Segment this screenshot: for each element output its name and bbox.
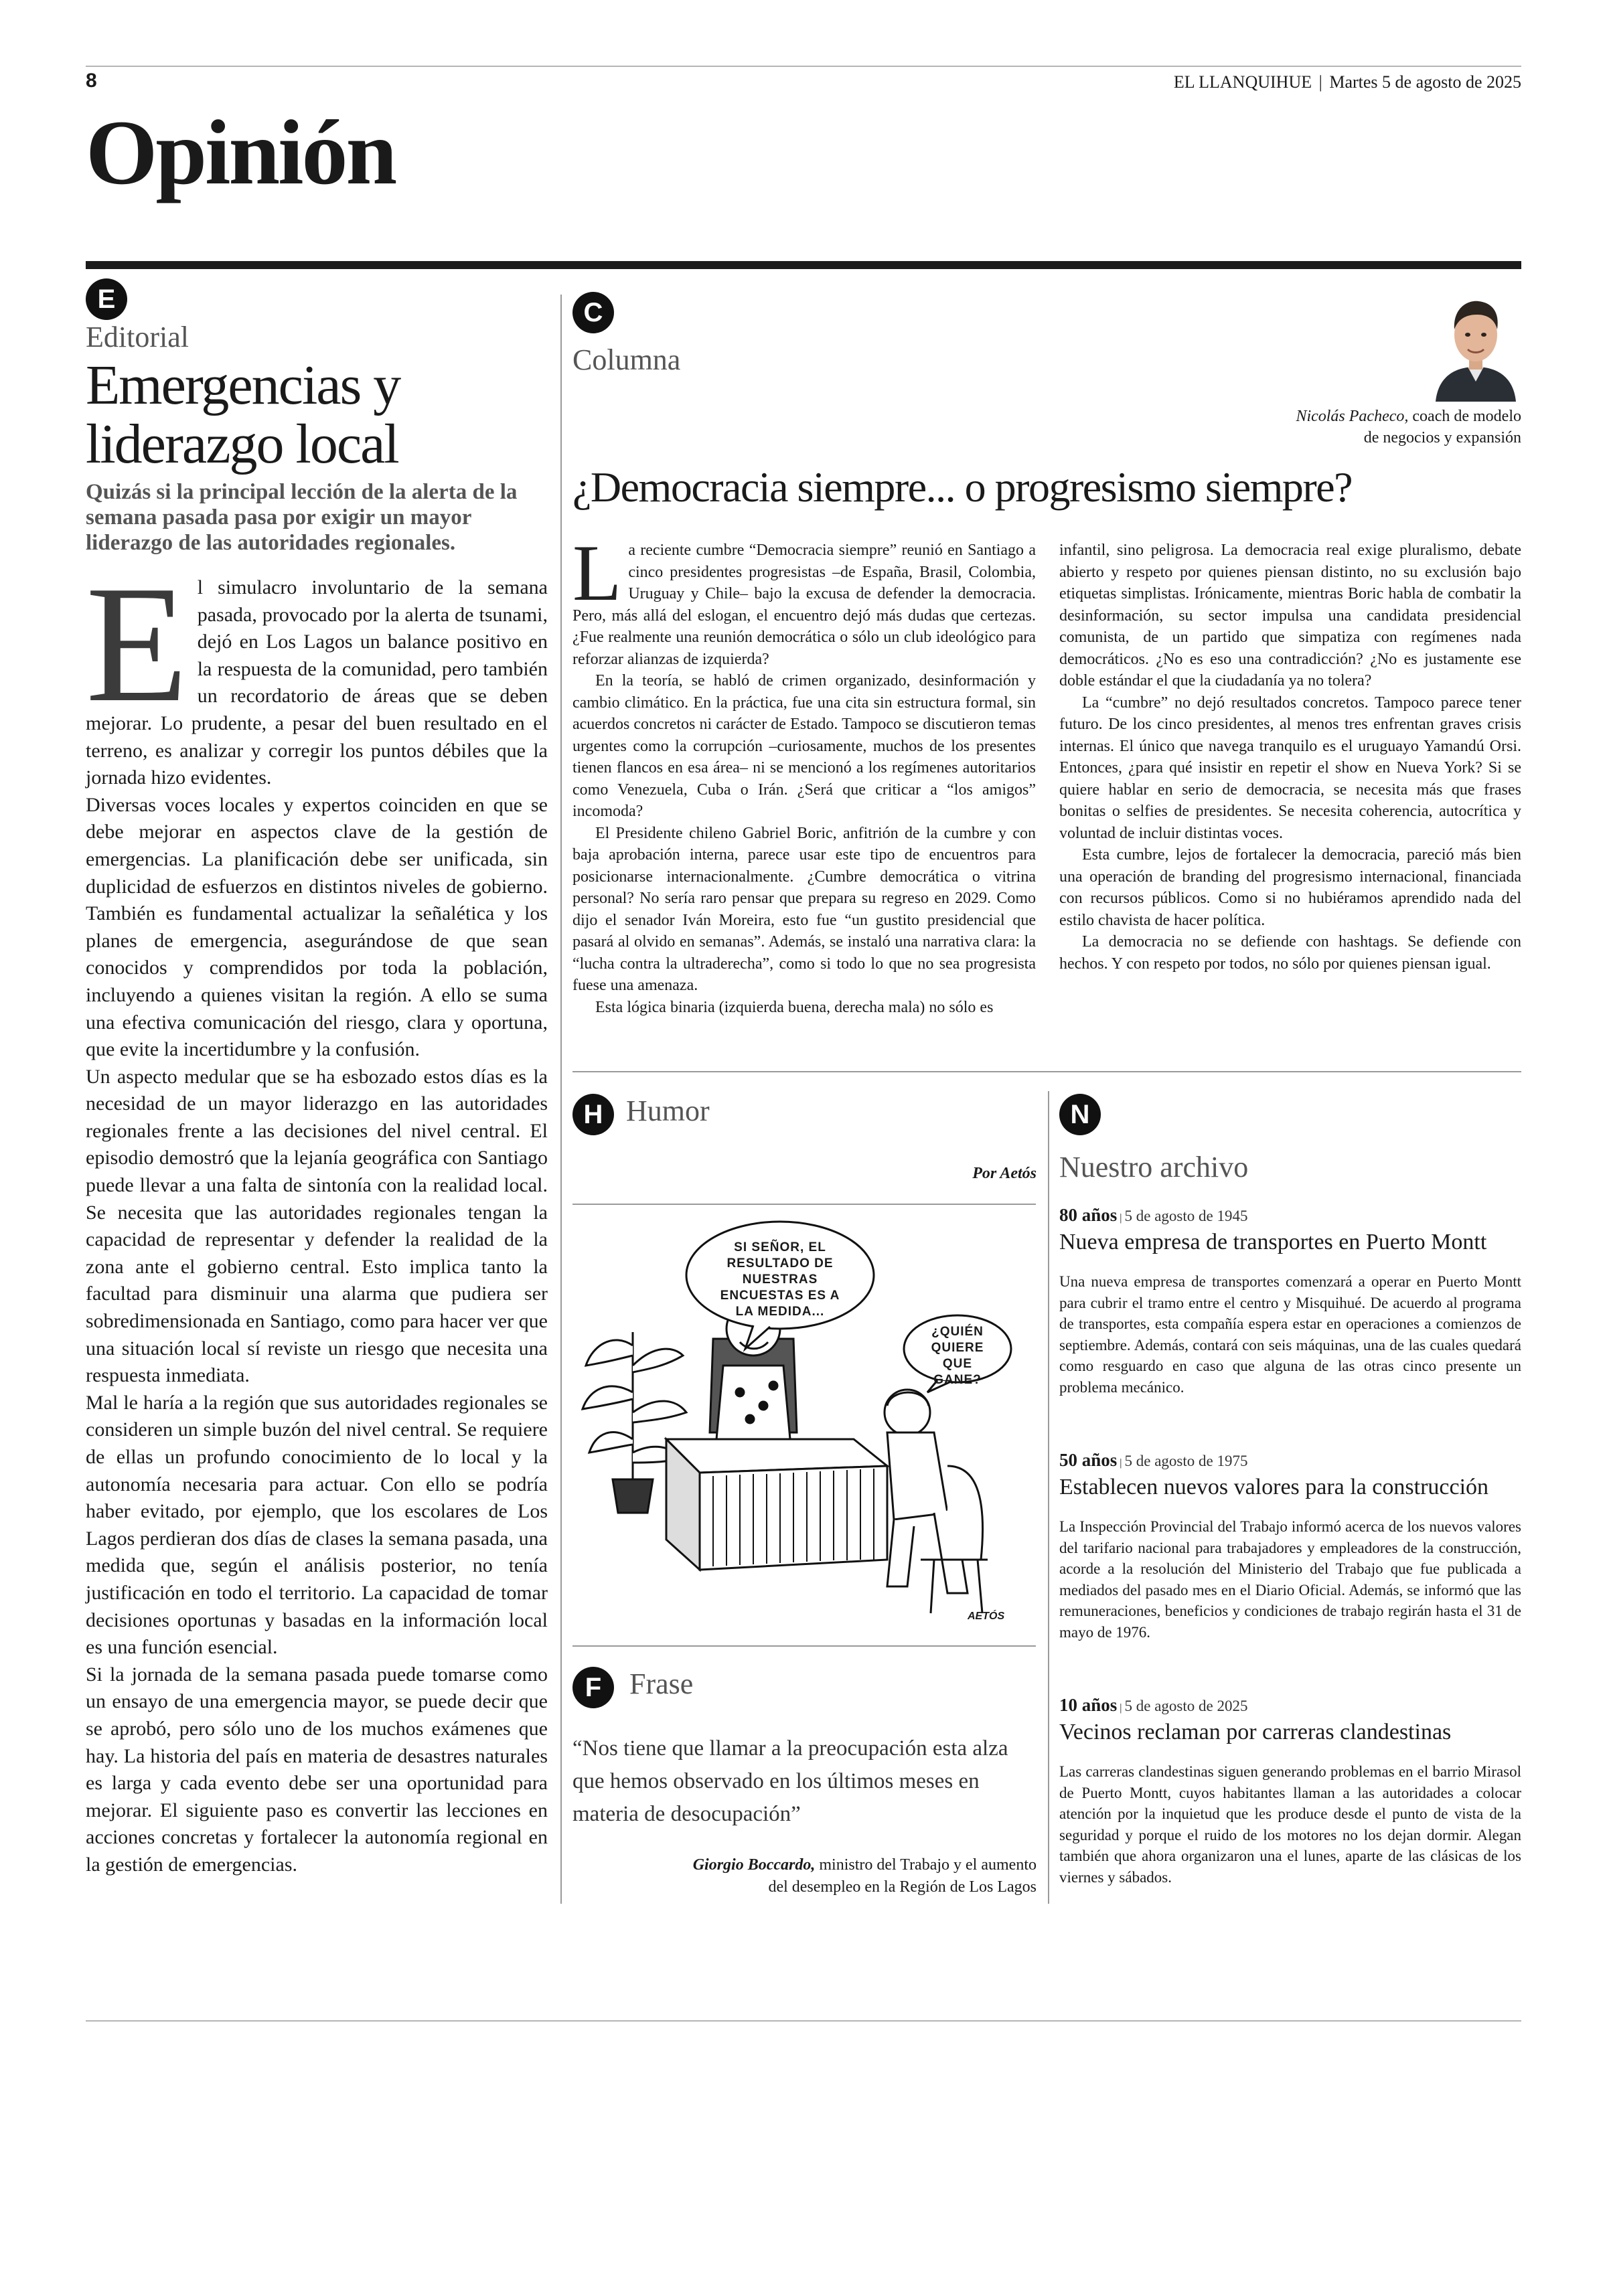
frase-label: Frase <box>629 1667 694 1700</box>
section-rule <box>86 261 1521 269</box>
archive-date: 5 de agosto de 2025 <box>1124 1698 1248 1714</box>
frase-badge: F <box>572 1667 614 1708</box>
separator: | <box>1120 1212 1122 1224</box>
editorial-paragraph: Si la jornada de la semana pasada puede tomarse como un ensayo de una emergencia mayor, se puede decir que se aprobó, pero sólo uno de los muchos exámenes que hay. La historia del país en materia de desastres naturales es larga y cada evento debe ser una oportunidad para mejorar. El siguiente paso es convertir las lecciones en acciones concretas y fortalecer la autonomía regional en la gestión de emergencias. <box>86 1663 548 1876</box>
humor-bottom-rule <box>572 1645 1036 1647</box>
column-paragraph: En la teoría, se habló de crimen organizado, desinformación y cambio climático. En la práctica, fue una cita sin estructura formal, sin acuerdos concretos ni carácter de Estado. Tampoco se discutieron temas urgentes como la corrupción –curiosamente, muchos de los presentes tienen flancos en esa área– ni se mencionó a los regímenes autoritarios como Venezuela, Cuba o Irán. ¿Será que criticar a “los amigos” incomoda? <box>572 672 1036 820</box>
author-role: coach de modelo <box>1412 408 1521 425</box>
humor-label: Humor <box>626 1094 710 1127</box>
issue-date: Martes 5 de agosto de 2025 <box>1329 72 1521 92</box>
section-title: Opinión <box>86 101 396 203</box>
frase-author-name: Giorgio Boccardo, <box>692 1856 816 1874</box>
author-name: Nicolás Pacheco, <box>1296 408 1409 425</box>
column-label: Columna <box>572 343 681 376</box>
editorial-label: Editorial <box>86 321 189 353</box>
editorial-paragraph: Mal le haría a la región que sus autoridades regionales se consideren un simple buzón del nivel central. Se requiere de ellas un profundo conocimiento de lo local y la autonomía necesaria para actuar. Con ello se podría haber evitado, por ejemplo, que los escolares de Los Lagos perdieran dos días de clases la semana pasada, una medida que, según el análisis posterior, no tenía justificación en todo el territorio. La capacidad de tomar decisiones oportunas y basadas en la información local es una función esencial. <box>86 1391 548 1659</box>
avatar <box>1430 288 1521 402</box>
column-badge: C <box>572 292 614 333</box>
column-dropcap: L <box>572 528 622 617</box>
archive-badge: N <box>1059 1094 1101 1135</box>
author-role: de negocios y expansión <box>1363 429 1521 446</box>
bottom-rule <box>86 2020 1521 2022</box>
editorial-paragraph: Un aspecto medular que se ha esbozado estos días es la necesidad de un mayor liderazgo en las autoridades regionales frente a las decisiones del nivel central. El episodio demostró que la lejanía geográfica con Santiago puede llevar a una falta de sintonía con la realidad local. Se necesita que las autoridades regionales tengan la capacidad de representar y defender la realidad de la zona ante el gobierno central. Esto implica tanto la facultad para disminuir una alarma que pudiera ser sobredimensionada en Santiago, como para hacer ver que una situación local sí reviste un riesgo que necesita una respuesta inmediata. <box>86 1065 548 1387</box>
separator: | <box>1318 72 1322 92</box>
archive-years: 80 años <box>1059 1205 1118 1225</box>
archive-title: Nueva empresa de transportes en Puerto Montt <box>1059 1230 1487 1254</box>
cartoon <box>572 1212 1036 1640</box>
column-paragraph: a reciente cumbre “Democracia siempre” reunió en Santiago a cinco presidentes progresistas –de España, Brasil, Colombia, Uruguay y Chile– bajo la excusa de defender la democracia. Pero, más allá del eslogan, el encuentro dejó más dudas que certezas. ¿Fue realmente una reunión democrática o sólo un club ideológico para reforzar alianzas de izquierda? <box>572 542 1036 668</box>
column-paragraph: La “cumbre” no dejó resultados concretos. Tampoco parece tener futuro. De los cinco presidentes, al menos tres enfrentan graves crisis internas. El único que navega tranquilo es el uruguayo Yamandú Orsi. Entonces, ¿para qué insistir en repetir el show en Nueva York? Si se quiere hablar en serio de democracia, se necesita más que frases bonitas o selfies de presidentes. Se necesita coherencia, autocrítica y voluntad de incluir distintas voces. <box>1059 693 1521 842</box>
column-paragraph: Esta lógica binaria (izquierda buena, derecha mala) no sólo es <box>595 998 994 1016</box>
archive-body: Las carreras clandestinas siguen generando problemas en el barrio Mirasol de Puerto Montt, cuyos habitantes llaman a las autoridades a colocar atención por la inquietud que les produce desde el punto de vista de la seguridad y porque el ruido de los motores no los dejan dormir. Alegan también que ahora organizaron una el lunes, aparte de las clásicas de los viernes y sábados. <box>1059 1763 1521 1886</box>
archive-years: 10 años <box>1059 1695 1118 1715</box>
desk-icon <box>666 1439 887 1570</box>
top-rule <box>86 66 1521 67</box>
column-author <box>1296 406 1521 448</box>
column-body-left <box>572 528 1036 1018</box>
column-paragraph: El Presidente chileno Gabriel Boric, anfitrión de la cumbre y con baja aprobación interna, parece usar este tipo de encuentros para posicionarse internacionalmente. ¿Cumbre democrática o vitrina personal? No sería raro pensar que prepara su regreso en 2029. Como dijo el senador Iván Moreira, esto fue “un gustito presidencial que pasará al olvido en semanas”. Además, se instaló una narrativa clara: la “lucha contra la ultraderecha”, como si todo lo que no sea progresista fuese una amenaza. <box>572 824 1036 994</box>
column-bottom-rule <box>572 1071 1521 1072</box>
archive-date: 5 de agosto de 1975 <box>1124 1453 1248 1469</box>
editorial-dropcap: E <box>86 552 188 737</box>
column-title: ¿Democracia siempre... o progresismo siempre? <box>572 463 1353 511</box>
archive-item <box>1059 1695 1521 1888</box>
editorial-body <box>86 552 548 1879</box>
column-body-right <box>1059 540 1521 975</box>
humor-byline: Por Aetós <box>972 1165 1037 1182</box>
column-paragraph: Esta cumbre, lejos de fortalecer la democracia, pareció más bien una operación de branding del progresismo internacional, financiada con recursos públicos. Como si no hubiéramos aprendido nada del estilo chavista de hacer política. <box>1059 846 1521 929</box>
humor-rule <box>572 1204 1036 1205</box>
masthead-info <box>1174 72 1521 92</box>
editorial-lead: Quizás si la principal lección de la alerta de la semana pasada pasa por exigir un mayor liderazgo de las autoridades regionales. <box>86 480 518 555</box>
column-divider <box>560 295 562 1904</box>
frase-quote: “Nos tiene que llamar a la preocupación esta alza que hemos observado en los últimos meses en materia de desocupación” <box>572 1736 1008 1826</box>
cartoon-signature: AETÓS <box>968 1611 1005 1622</box>
separator: | <box>1120 1457 1122 1469</box>
archive-item <box>1059 1205 1521 1398</box>
archive-title: Vecinos reclaman por carreras clandestinas <box>1059 1720 1452 1744</box>
humor-badge: H <box>572 1094 614 1135</box>
separator: | <box>1120 1702 1122 1714</box>
archive-item <box>1059 1450 1521 1643</box>
author-photo-icon <box>1430 288 1521 402</box>
archive-date: 5 de agosto de 1945 <box>1124 1208 1248 1224</box>
archive-body: La Inspección Provincial del Trabajo informó acerca de los nuevos valores del tarifario nacional para trabajadores y empleadores de la construcción, acorde a la resolución del Ministerio del Trabajo que fue publicada a mediados del pasado mes en el Diario Oficial. Además, se informó que las remuneraciones, beneficios y condiciones de trabajo regirán hasta el 31 de mayo de 1976. <box>1059 1518 1521 1641</box>
frase-author-role: ministro del Trabajo y el aumento <box>819 1856 1037 1874</box>
editorial-title: Emergencias y liderazgo local <box>86 354 400 475</box>
frase-author-role: del desempleo en la Región de Los Lagos <box>768 1878 1037 1896</box>
archive-body: Una nueva empresa de transportes comenzará a operar en Puerto Montt para cubrir el tramo entre el centro y Misquihué. De acuerdo al programa de transportes, esta compañía espera estar en operaciones a comienzos de septiembre. Además, contará con seis máquinas, una de las cuales quedará como resguardo en caso que alguna de las otras cinco presente un problema mecánico. <box>1059 1273 1521 1396</box>
editorial-badge: E <box>86 278 127 320</box>
cartoon-bubble-main: SI SEÑOR, EL RESULTADO DE NUESTRAS ENCUESTAS ES A LA MEDIDA... <box>720 1240 840 1319</box>
editorial-paragraph: Diversas voces locales y expertos coinciden en que se debe mejorar en aspectos clave de la gestión de emergencias. La planificación debe ser unificada, sin duplicidad de esfuerzos en distintos niveles de gobierno. También es fundamental actualizar la señalética y los planes de emergencia, asegurándose de que sean conocidos y comprendidos por toda la población, incluyendo a quienes visitan la región. A ello se suma una efectiva comunicación del riesgo, clara y oportuna, que evite la incertidumbre y la confusión. <box>86 793 548 1061</box>
page-number: 8 <box>86 70 97 92</box>
editorial-paragraph: l simulacro involuntario de la semana pasada, provocado por la alerta de tsunami, dejó en Los Lagos un balance positivo en la respuesta de la comunidad, pero también un recordatorio de áreas que se deben mejorar. Lo prudente, a pesar del buen resultado en el terreno, es analizar y corregir los puntos débiles que la jornada hizo evidentes. <box>86 576 548 789</box>
archive-title: Establecen nuevos valores para la construcción <box>1059 1475 1489 1499</box>
column-paragraph: La democracia no se defiende con hashtags. Se defiende con hechos. Y con respeto por todos, no sólo por quienes piensan igual. <box>1059 933 1521 973</box>
cartoon-bubble-question: ¿QUIÉN QUIERE QUE GANE? <box>931 1325 984 1387</box>
column-paragraph: infantil, sino peligrosa. La democracia real exige pluralismo, debate abierto y respeto por quienes piensan distinto, no su exclusión bajo etiquetas simplistas. Irónicamente, mientras Boric habla de combatir la desinformación, su sector impulsa una candidata presidencial comunista, de un partido que simpatiza con regímenes nada democráticos. ¿No es eso una contradicción? ¿No es justamente ese doble estándar el que la ciudadanía ya no tolera? <box>1059 542 1521 689</box>
frase-author <box>693 1854 1037 1898</box>
archive-label: Nuestro archivo <box>1059 1151 1249 1183</box>
archive-years: 50 años <box>1059 1450 1118 1470</box>
newspaper-name: EL LLANQUIHUE <box>1173 72 1312 92</box>
archive-divider <box>1048 1091 1049 1904</box>
